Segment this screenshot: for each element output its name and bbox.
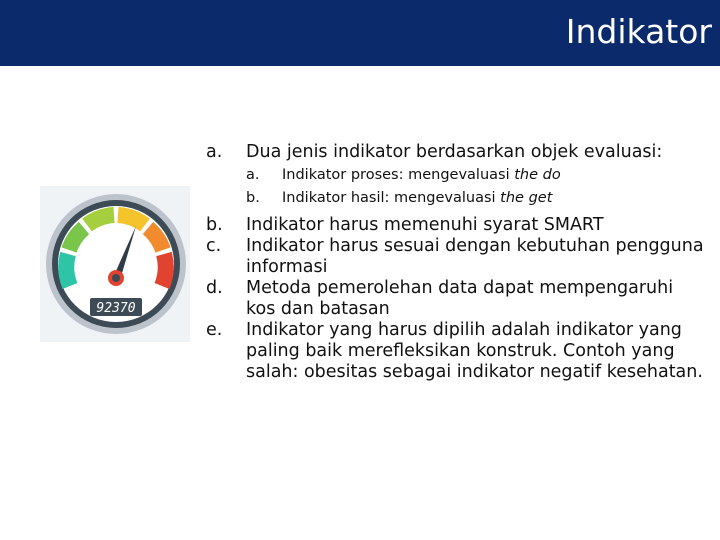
sub-list-item [246,165,706,186]
sub-list-item-text-italic: the do [514,167,561,183]
sub-list-item-text [282,165,706,186]
list-item-text: Indikator harus memenuhi syarat SMART [246,215,604,235]
sub-list-item-text-italic: the get [500,190,553,206]
list-item [206,320,706,383]
list-item [206,142,706,163]
list-item [206,278,706,320]
list-marker: a. [206,142,223,162]
sub-list-item [246,188,706,209]
list-item [206,215,706,236]
list-marker: e. [206,320,223,340]
gauge-hub-center [112,274,120,282]
gauge-segment-lime [87,215,114,225]
title-bar [0,0,720,66]
list-item-text: Metoda pemerolehan data dapat mempengaruhi kos dan batasan [246,278,674,319]
sub-list-item-text-plain: Indikator hasil: mengevaluasi [282,190,501,206]
list-marker: b. [206,215,223,235]
sub-list [206,165,706,209]
list-marker: c. [206,236,222,256]
list-item [206,236,706,278]
gauge-segment-teal [66,254,70,286]
list-item-text: Indikator yang harus dipilih adalah indikator yang paling baik merefleksikan konstruk. Contoh yang salah: obesitas sebagai indikator negatif kesehatan. [246,320,703,382]
list-item-text: Indikator harus sesuai dengan kebutuhan pengguna informasi [246,236,704,277]
sub-list-marker: b. [246,190,260,206]
list-marker: d. [206,278,223,298]
sub-list-item-text-plain: Indikator proses: mengevaluasi [282,167,515,183]
gauge-segment-red [162,254,166,286]
list-item-text: Dua jenis indikator berdasarkan objek evaluasi: [246,142,663,162]
gauge-graphic [40,186,190,342]
gauge-segment-yellow [118,215,145,225]
sub-list-marker: a. [246,167,260,183]
odometer-reading: 92370 [96,301,136,316]
bullet-list [206,142,706,383]
speedometer-icon [40,186,190,342]
sub-list-item-text [282,188,706,209]
slide-title: Indikator [565,12,712,51]
